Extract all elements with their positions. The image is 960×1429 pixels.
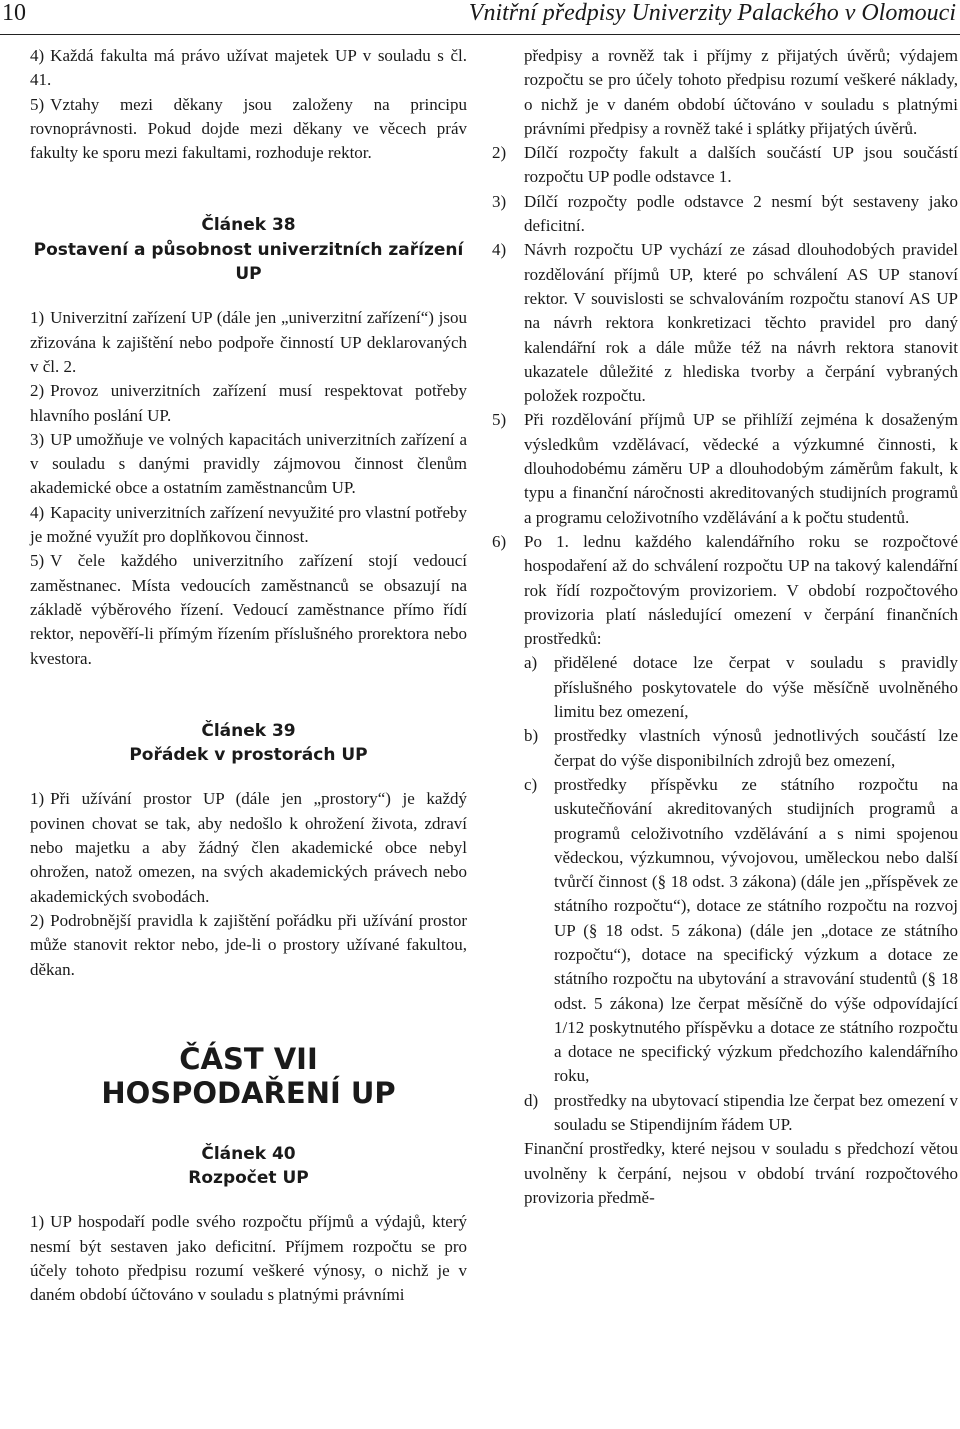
sub-item-text: prostředky vlastních výnosů jednotlivých součástí lze čerpat do výše disponibilních zdrojů bez omezení,: [554, 726, 958, 770]
list-item: [30, 549, 467, 670]
item-number: 6): [492, 531, 507, 551]
sub-list-item: [524, 651, 958, 724]
item-number: 3): [492, 191, 507, 211]
right-column: [492, 44, 958, 1210]
item-text: UP umožňuje ve volných kapacitách univerzitních zařízení a v souladu s danými pravidly zájmovou činnost členům akademické obce a ostatním zaměstnancům UP.: [30, 429, 467, 498]
item-number: 5): [492, 410, 507, 430]
sub-list: [524, 651, 958, 1137]
item-text: Kapacity univerzitních zařízení nevyužité pro vlastní potřeby je možné využít pro doplňkovou činnost.: [30, 502, 467, 547]
article-40-list-continued: [492, 141, 958, 1210]
item-number: 4): [492, 240, 507, 260]
item-text: Podrobnější pravidla k zajištění pořádku při užívání prostor může stanovit rektor nebo, jde-li o prostory užívané fakultou, děkan.: [30, 910, 467, 979]
running-title: Vnitřní předpisy Univerzity Palackého v Olomouci: [468, 0, 956, 26]
article-40-title: Článek 40: [201, 1143, 296, 1164]
item-number: 4): [30, 502, 45, 522]
list-item: [30, 379, 467, 428]
continuation-paragraph: předpisy a rovněž tak i příjmy z přijatých úvěrů; výdajem rozpočtu se pro účely tohoto předpisu rozumí veškeré náklady, o nichž je v daném období účtováno v souladu s platnými právními předpisy a rovněž také i splátky přijatých úvěrů.: [524, 46, 958, 138]
list-item: [30, 1210, 467, 1307]
item-number: 1): [30, 308, 45, 328]
article-39-title: Článek 39: [201, 720, 296, 741]
sub-list-item: [524, 1089, 958, 1138]
part-7-title: ČÁST VII: [179, 1041, 318, 1076]
item-text: Vztahy mezi děkany jsou založeny na principu rovnoprávnosti. Pokud dojde mezi děkany ve věcech práv fakulty ke sporu mezi fakultami, rozhoduje rektor.: [30, 94, 467, 163]
article-40-list: [30, 1210, 467, 1307]
item-number: 2): [492, 143, 507, 163]
list-item: [30, 787, 467, 908]
item-number: 5): [30, 94, 45, 114]
article-39-heading: Pořádek v prostorách UP: [129, 745, 368, 766]
list-item: [30, 93, 467, 166]
item-number: 4): [30, 46, 45, 65]
list-item: [30, 44, 467, 93]
sub-item-letter: c): [524, 774, 538, 794]
page-header: [0, 0, 960, 35]
article-38-heading: Postavení a působnost univerzitních zařízení UP: [33, 239, 464, 285]
sub-item-text: přidělené dotace lze čerpat v souladu s pravidly příslušného poskytovatele do výše měsíčně uvolněného limitu bez omezení,: [554, 653, 958, 722]
list-item: [492, 190, 958, 239]
item-text: Dílčí rozpočty podle odstavce 2 nesmí být sestaveny jako deficitní.: [524, 191, 958, 236]
item-text: Návrh rozpočtu UP vychází ze zásad dlouhodobých pravidel rozdělování příjmů UP, které po schválení AS UP stanoví rektor. V souvislosti se schvalováním rozpočtu stanoví AS UP na návrh rektora konkretizaci těchto pravidel pro daný kalendářní rok a dále může též na návrh rektora stanovit ukazatele důležité z hlediska tvorby a čerpání vybraných položek rozpočtu.: [524, 240, 958, 406]
part-7-subtitle: HOSPODAŘENÍ UP: [101, 1075, 396, 1110]
page-number: 10: [2, 0, 26, 26]
item-number: 2): [30, 910, 45, 930]
article-39-list: [30, 787, 467, 981]
intro-list: [30, 44, 467, 165]
list-item: [30, 306, 467, 379]
article-38-list: [30, 306, 467, 670]
sub-item-letter: d): [524, 1090, 539, 1110]
list-item: [492, 141, 958, 190]
sub-list-item: [524, 724, 958, 773]
item-text: Při rozdělování příjmů UP se přihlíží zejména k dosaženým výsledkům vzdělávací, vědecké a výzkumné činnosti, k dlouhodobému záměru UP a dlouhodobým záměrům fakult, k typu a finanční náročnosti akreditovaných studijních programů a programu celoživotního vzdělávání a k počtu studentů.: [524, 410, 958, 527]
list-item: [30, 909, 467, 982]
item-number: 2): [30, 381, 45, 401]
sub-item-text: prostředky příspěvku ze státního rozpočtu na uskutečňování akreditovaných studijních programů a programů celoživotního vzdělávání a s nimi spojenou vědeckou, výzkumnou, vývojovou, uměleckou nebo další tvůrčí činnost (§ 18 odst. 3 zákona) (dále jen „příspěvek ze státního rozpočtu“), dotace ze státního rozpočtu na rozvoj UP (§ 18 odst. 5 zákona) (dále jen „dotace ze státního rozpočtu“), dotace na specifický výzkum a dotace ze státního rozpočtu na ubytování a stravování studentů (§ 18 odst. 5 zákona) lze čerpat měsíčně do výše odpovídající 1/12 poskytnutého příspěvku a dotace ze státního rozpočtu a dotace ne specifický výzkum předchozího kalendářního roku,: [554, 774, 958, 1086]
article-38-title: Článek 38: [201, 215, 296, 236]
list-item: [492, 408, 958, 529]
item-number: 5): [30, 551, 45, 571]
list-item: [30, 428, 467, 501]
list-item: [492, 530, 958, 1210]
item-number: 3): [30, 429, 45, 449]
item-text: V čele každého univerzitního zařízení stojí vedoucí zaměstnanec. Místa vedoucích zaměstnanců se obsazují na základě výběrového řízení. Vedoucí zaměstnance přímo řídí rektor, nepověří-li přímým řízením příslušného prorektora nebo kvestora.: [30, 551, 467, 668]
left-column: [30, 44, 467, 1308]
item-number: 1): [30, 1212, 45, 1232]
sub-item-letter: a): [524, 653, 538, 673]
item-text: Každá fakulta má právo užívat majetek UP v souladu s čl. 41.: [30, 46, 467, 90]
sub-item-text: prostředky na ubytovací stipendia lze čerpat bez omezení v souladu se Stipendijním řádem UP.: [554, 1090, 958, 1135]
item-number: 1): [30, 789, 45, 809]
sub-item-letter: b): [524, 726, 539, 746]
list-item: [492, 238, 958, 408]
item-tail-text: Finanční prostředky, které nejsou v souladu s předchozí větou uvolněny k čerpání, nejsou v období trvání rozpočtového provizoria předmě-: [524, 1139, 958, 1207]
item-text: Univerzitní zařízení UP (dále jen „univerzitní zařízení“) jsou zřizována k zajištění nebo podpoře činností UP deklarovaných v čl. 2.: [30, 308, 467, 376]
article-40-heading: Rozpočet UP: [188, 1168, 309, 1189]
sub-list-item: [524, 773, 958, 1089]
list-item: [30, 501, 467, 550]
item-text: Dílčí rozpočty fakult a dalších součástí UP jsou součástí rozpočtu UP podle odstavce 1.: [524, 143, 958, 187]
item-text: Provoz univerzitních zařízení musí respektovat potřeby hlavního poslání UP.: [30, 381, 467, 425]
item-text: Při užívání prostor UP (dále jen „prostory“) je každý povinen chovat se tak, aby nedošlo k ohrožení života, zdraví nebo majetku a aby žádný člen akademické obce nebyl ohrožen, natož omezen, na svých akademických právech nebo akademických svobodách.: [30, 789, 467, 906]
item-text: UP hospodaří podle svého rozpočtu příjmů a výdajů, který nesmí být sestaven jako deficitní. Příjmem rozpočtu se pro účely tohoto předpisu rozumí veškeré výnosy, o nichž je v daném období účtováno v souladu s platnými právními: [30, 1212, 467, 1305]
item-text: Po 1. lednu každého kalendářního roku se rozpočtové hospodaření až do schválení rozpočtu UP na takový kalendářní rok řídí rozpočtovým provizoriem. V období rozpočtového provizoria platí následující omezení v čerpání finančních prostředků:: [524, 531, 958, 649]
